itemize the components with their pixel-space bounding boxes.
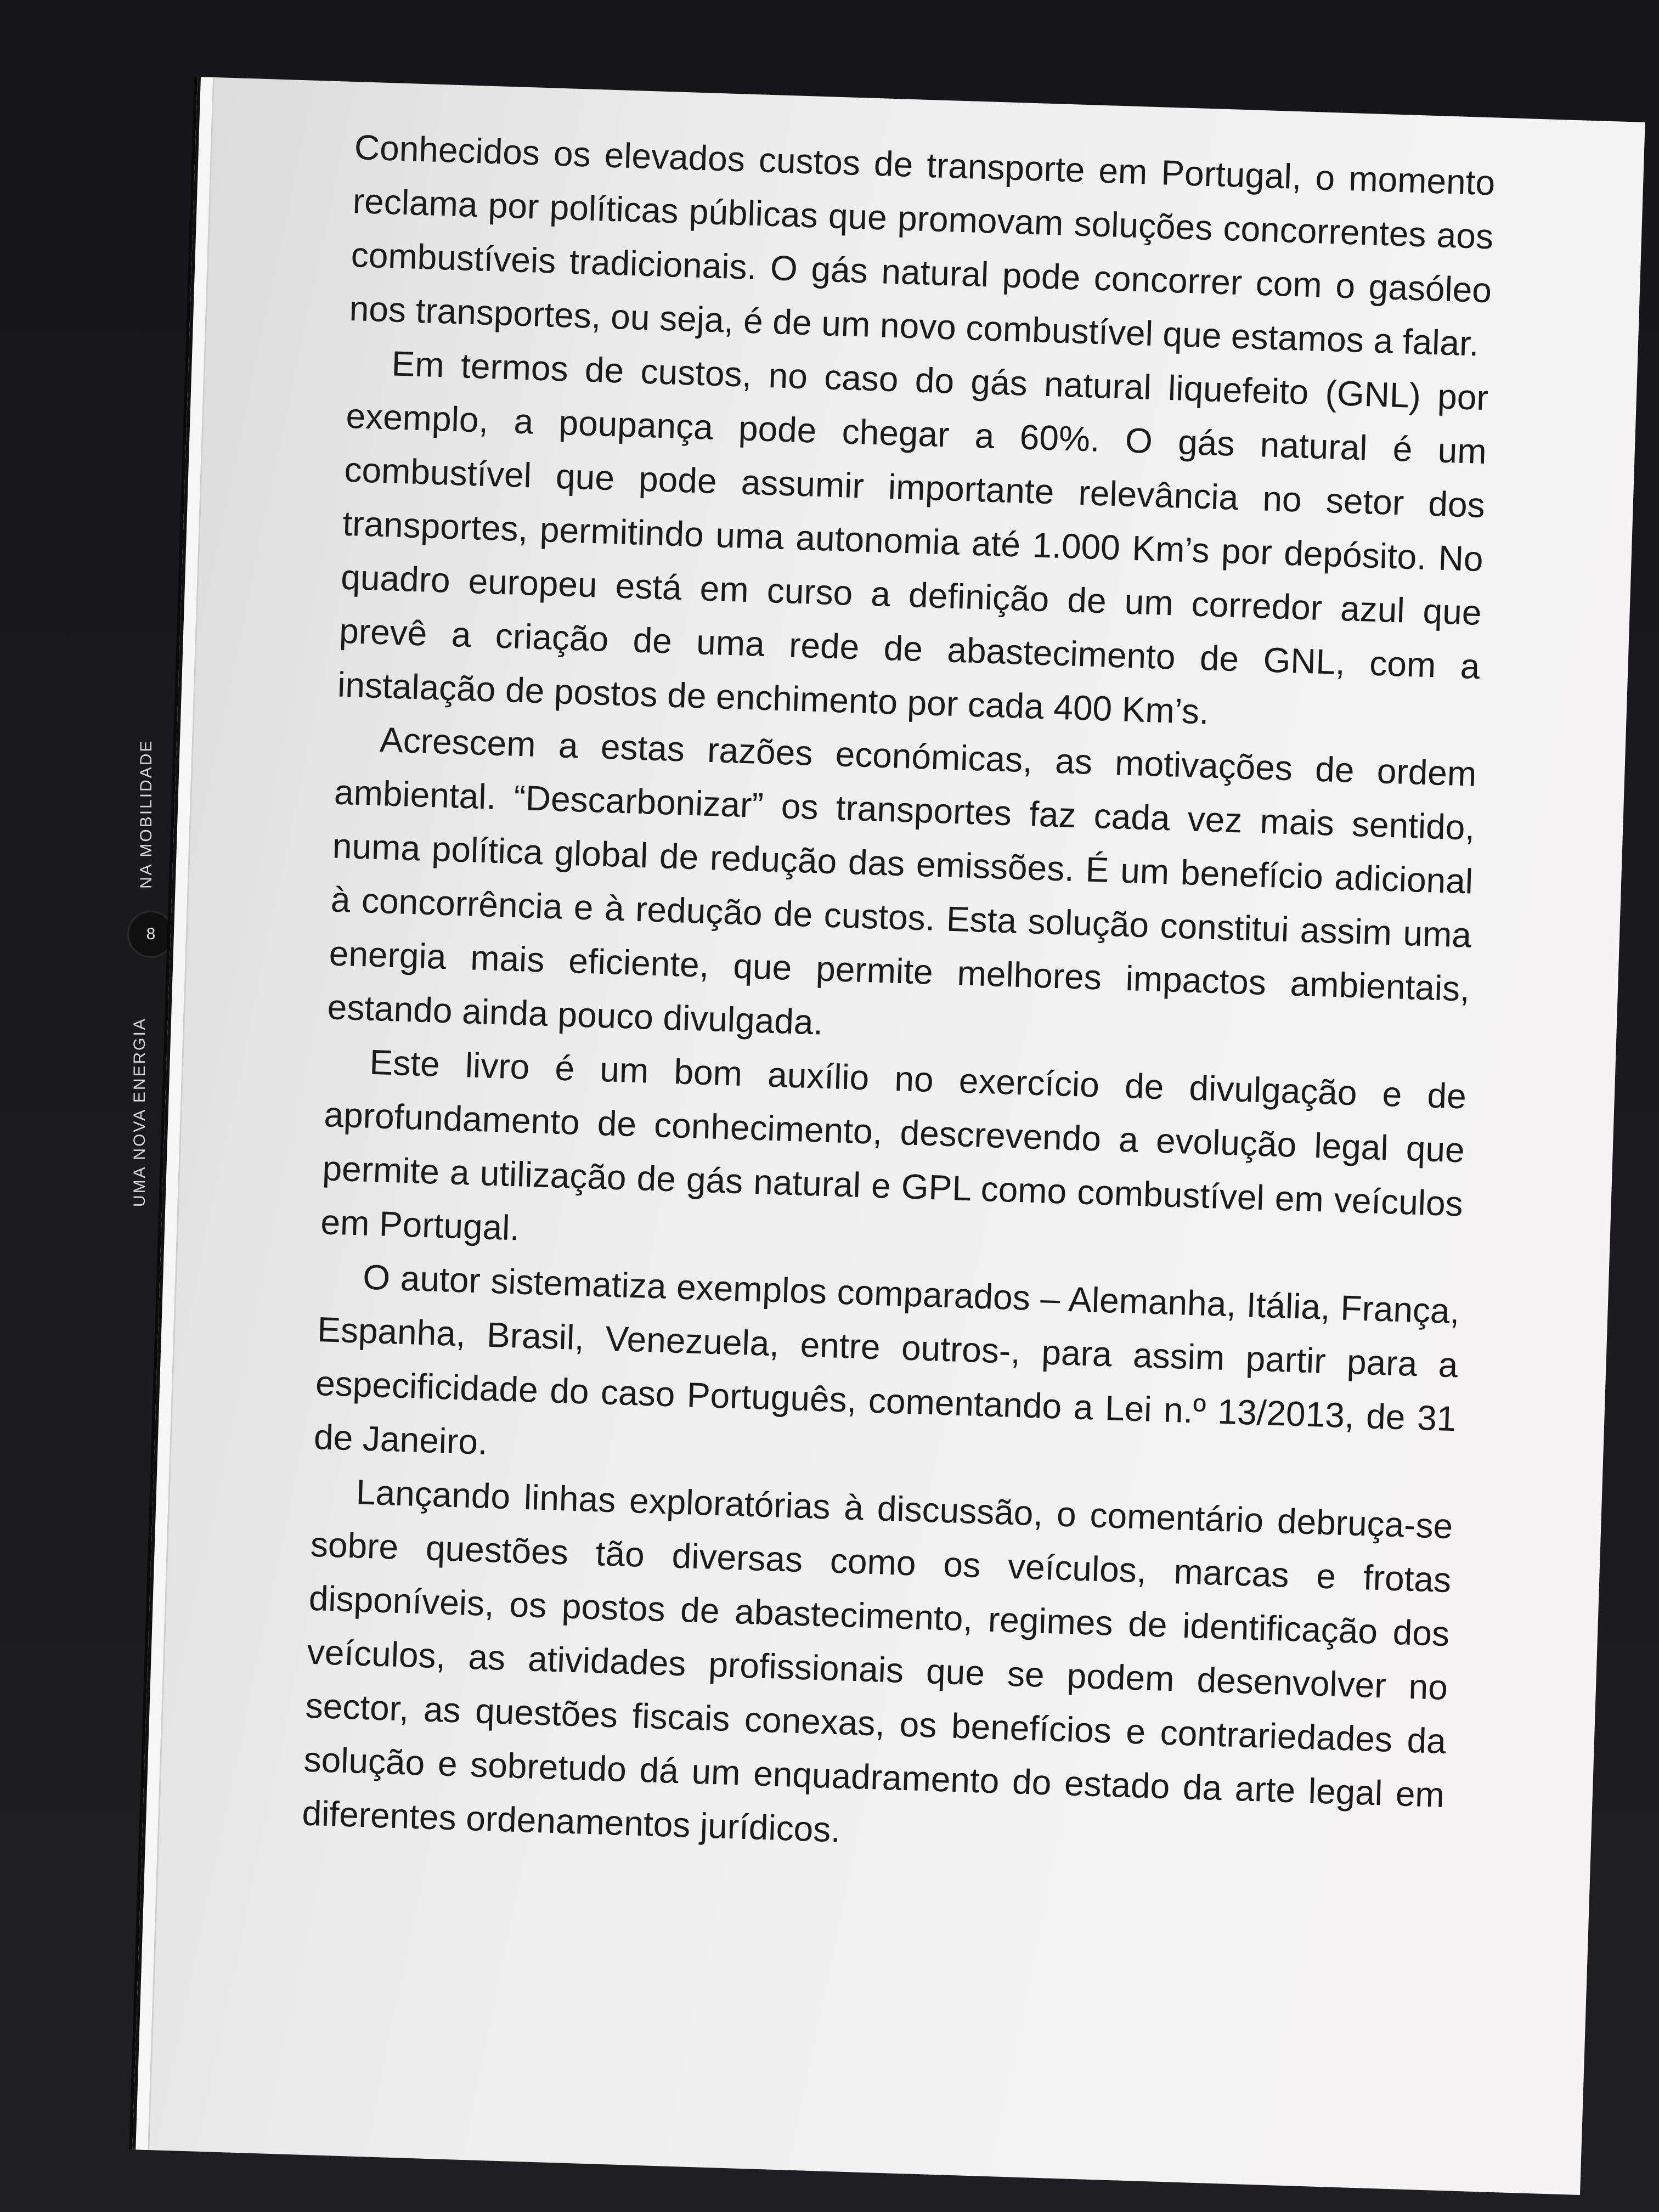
page-body-text bbox=[301, 120, 1496, 1876]
paragraph-2: Em termos de custos, no caso do gás natural liquefeito (GNL) por exemplo, a poupança pode chegar a 60%. O gás natural é um combustível que pode assumir importante relevância no setor dos transportes, permitindo uma autonomia até 1.000 Km’s por depósito. No quadro europeu está em curso a definição de um corredor azul que prevê a criação de uma rede de abastecimento de GNL, com a instalação de postos de enchimento por cada 400 Km’s. bbox=[337, 343, 1489, 732]
book-page bbox=[132, 77, 1645, 2195]
paragraph-4: Este livro é um bom auxílio no exercício de divulgação e de aprofundamento de conhecimento, descrevendo a evolução legal que permite a utilização de gás natural e GPL como combustível em veículos em Portugal. bbox=[320, 1042, 1467, 1248]
paragraph-1: Conhecidos os elevados custos de transporte em Portugal, o momento reclama por políticas públicas que promovam soluções concorrentes aos combustíveis tradicionais. O gás natural pode concorrer com o gasóleo nos transportes, ou seja, é de um novo combustível que estamos a falar. bbox=[348, 127, 1496, 364]
running-header-bottom: UMA NOVA ENERGIA bbox=[131, 1017, 149, 1207]
running-header-top: NA MOBILIDADE bbox=[137, 739, 155, 889]
page-number-badge: 8 bbox=[127, 911, 174, 958]
paragraph-6: Lançando linhas exploratórias à discussão, o comentário debruça-se sobre questões tão diversas como os veículos, marcas e frotas disponíveis, os postos de abastecimento, regimes de identificação dos veículos, as atividades profissionais que se podem desenvolver no sector, as questões fiscais conexas, os benefícios e contrariedades da solução e sobretudo dá um enquadramento do estado da arte legal em diferentes ordenamentos jurídicos. bbox=[301, 1472, 1454, 1850]
paragraph-5: O autor sistematiza exemplos comparados – Alemanha, Itália, França, Espanha, Brasil, Venezuela, entre outros-, para assim partir para a especificidade do caso Português, comentando a Lei n.º 13/2013, de 31 de Janeiro. bbox=[313, 1257, 1460, 1462]
paragraph-3: Acrescem a estas razões económicas, as motivações de ordem ambiental. “Descarbonizar” os transportes faz cada vez mais sentido, numa política global de redução das emissões. É um benefício adicional à concorrência e à redução de custos. Esta solução constitui assim uma energia mais eficiente, que permite melhores impactos ambientais, estando ainda pouco divulgada. bbox=[326, 720, 1477, 1042]
